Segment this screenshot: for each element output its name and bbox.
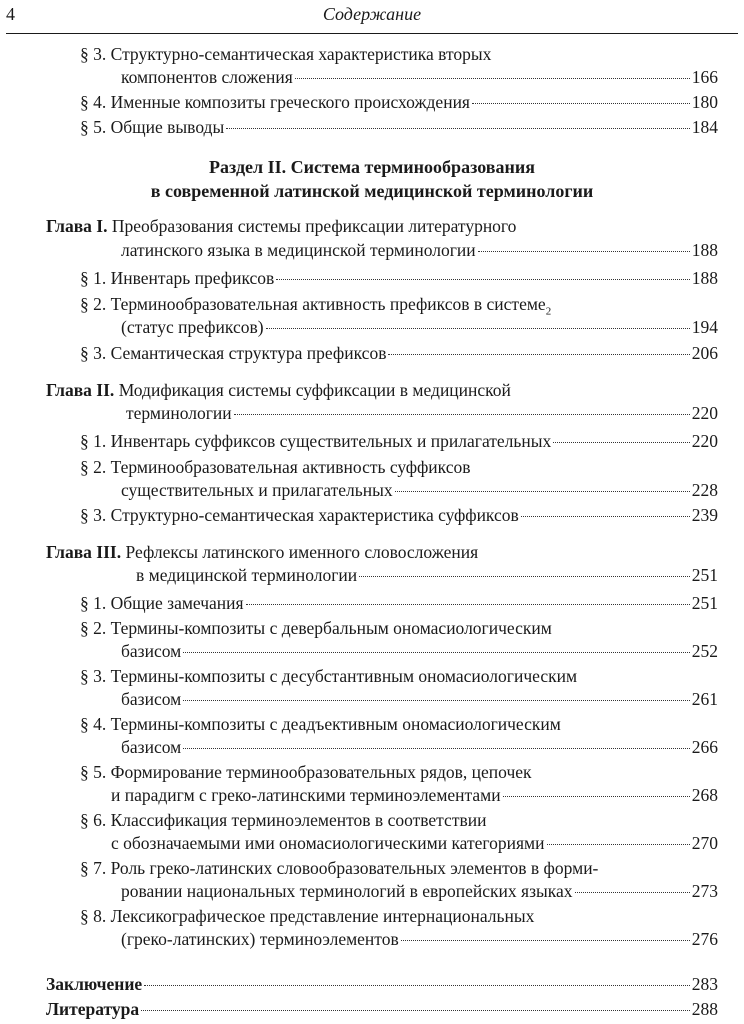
chapter-title-cont: латинского языка в медицинской терминологии <box>121 240 476 260</box>
page-number: 4 <box>6 4 15 24</box>
toc-entry[interactable] <box>0 429 744 453</box>
entry-prefix: § 2. <box>80 457 107 477</box>
entry-title-cont: компонентов сложения <box>121 67 293 87</box>
entry-title: Структурно-семантическая характеристика вторых <box>110 44 492 64</box>
chapter-label: Глава I. <box>46 216 108 236</box>
toc-entry-cont[interactable] <box>0 639 744 663</box>
entry-title: Термины-композиты с девербальным ономасиологическим <box>110 618 552 638</box>
running-header <box>0 0 744 32</box>
entry-title: Инвентарь суффиксов существительных и прилагательных <box>110 431 552 451</box>
entry-page: 206 <box>691 343 718 363</box>
entry-title: Заключение <box>46 974 143 994</box>
toc-entry[interactable] <box>0 904 744 928</box>
dot-leader <box>388 353 689 355</box>
subscript: 2 <box>545 305 552 318</box>
entry-page: 180 <box>691 92 718 112</box>
toc-entry-cont[interactable] <box>0 65 744 89</box>
entry-prefix: § 5. <box>80 117 107 137</box>
entry-page: 220 <box>691 403 718 423</box>
dot-leader <box>395 490 690 492</box>
entry-title: Общие замечания <box>110 593 244 613</box>
entry-page: 188 <box>691 240 718 260</box>
entry-prefix: § 2. <box>80 618 107 638</box>
header-rule <box>6 33 738 34</box>
entry-page: 251 <box>691 593 718 613</box>
dot-leader <box>234 413 690 415</box>
section-heading-line2: в современной латинской медицинской терминологии <box>150 181 594 201</box>
toc-entry[interactable] <box>0 856 744 880</box>
dot-leader <box>266 327 690 329</box>
entry-title-cont: с обозначаемыми ими ономасиологическими категориями <box>111 833 545 853</box>
chapter-title: Рефлексы латинского именного словосложения <box>125 542 479 562</box>
chapter-heading[interactable] <box>0 378 744 402</box>
section-heading: Раздел II. Система терминообразования <box>209 157 535 177</box>
entry-title: Семантическая структура префиксов <box>110 343 387 363</box>
entry-prefix: § 7. <box>80 858 107 878</box>
toc-entry[interactable] <box>0 664 744 688</box>
entry-title-cont: базисом <box>121 641 182 661</box>
entry-page: 228 <box>691 480 718 500</box>
toc-entry[interactable] <box>0 115 744 139</box>
entry-title: Роль греко-латинских словообразовательных элементов в форми- <box>110 858 599 878</box>
toc-entry[interactable] <box>0 808 744 832</box>
toc-entry-cont[interactable] <box>0 831 744 855</box>
toc-entry[interactable] <box>0 90 744 114</box>
chapter-label: Глава III. <box>46 542 122 562</box>
entry-page: 270 <box>691 833 718 853</box>
dot-leader <box>575 891 690 893</box>
entry-page: 288 <box>691 999 718 1019</box>
dot-leader <box>401 939 690 941</box>
entry-prefix: § 5. <box>80 762 107 782</box>
entry-prefix: § 6. <box>80 810 107 830</box>
toc-entry[interactable] <box>0 266 744 290</box>
toc-entry-cont[interactable] <box>0 315 744 339</box>
entry-prefix: § 8. <box>80 906 107 926</box>
entry-page: 166 <box>691 67 718 87</box>
dot-leader <box>246 603 690 605</box>
entry-page: 273 <box>691 881 718 901</box>
toc-entry[interactable] <box>0 616 744 640</box>
entry-prefix: § 4. <box>80 92 107 112</box>
toc-entry-cont[interactable] <box>0 927 744 951</box>
entry-page: 184 <box>691 117 718 137</box>
entry-page: 266 <box>691 737 718 757</box>
dot-leader <box>359 575 690 577</box>
entry-title: Лексикографическое представление интернациональных <box>110 906 535 926</box>
chapter-title: Модификация системы суффиксации в медицинской <box>118 380 511 400</box>
toc-entry-cont[interactable] <box>0 879 744 903</box>
dot-leader <box>295 77 690 79</box>
entry-title: Структурно-семантическая характеристика суффиксов <box>110 505 519 525</box>
chapter-heading[interactable] <box>0 540 744 564</box>
entry-page: 283 <box>691 974 718 994</box>
entry-prefix: § 3. <box>80 505 107 525</box>
entry-page: 268 <box>691 785 718 805</box>
entry-prefix: § 1. <box>80 593 107 613</box>
entry-title: Общие выводы <box>110 117 225 137</box>
entry-title: Формирование терминообразовательных рядов, цепочек <box>110 762 532 782</box>
entry-title-cont: и парадигм с греко-латинскими терминоэлементами <box>111 785 501 805</box>
toc-entry-cont[interactable] <box>0 735 744 759</box>
toc-entry-cont[interactable] <box>0 687 744 711</box>
dot-leader <box>478 250 690 252</box>
toc-entry[interactable] <box>0 503 744 527</box>
entry-title: Инвентарь префиксов <box>110 268 275 288</box>
entry-title-cont: (греко-латинских) терминоэлементов <box>121 929 399 949</box>
chapter-heading-cont[interactable] <box>0 563 744 587</box>
dot-leader <box>472 102 690 104</box>
entry-title: Термины-композиты с деадъективным ономасиологическим <box>110 714 561 734</box>
toc-entry[interactable] <box>0 42 744 66</box>
entry-prefix: § 1. <box>80 268 107 288</box>
chapter-heading[interactable] <box>0 214 744 238</box>
entry-page: 188 <box>691 268 718 288</box>
entry-title: Именные композиты греческого происхождения <box>110 92 470 112</box>
dot-leader <box>503 795 690 797</box>
entry-page: 251 <box>691 565 718 585</box>
entry-page: 276 <box>691 929 718 949</box>
entry-prefix: § 2. <box>80 294 107 314</box>
entry-title: Терминообразовательная активность префиксов в системе <box>110 294 546 314</box>
dot-leader <box>183 651 690 653</box>
entry-page: 261 <box>691 689 718 709</box>
toc-entry[interactable] <box>0 712 744 736</box>
entry-prefix: § 3. <box>80 666 107 686</box>
toc-entry-literature[interactable] <box>0 997 744 1021</box>
dot-leader <box>553 441 689 443</box>
entry-title-cont: ровании национальных терминологий в европейских языках <box>121 881 573 901</box>
toc-entry[interactable] <box>0 292 744 316</box>
dot-leader <box>183 747 690 749</box>
dot-leader <box>276 278 689 280</box>
chapter-heading-cont[interactable] <box>0 401 744 425</box>
dot-leader <box>183 699 690 701</box>
dot-leader <box>141 1009 690 1011</box>
entry-title: Термины-композиты с десубстантивным ономасиологическим <box>110 666 578 686</box>
dot-leader <box>521 515 690 517</box>
entry-prefix: § 1. <box>80 431 107 451</box>
dot-leader <box>226 127 690 129</box>
entry-title: Терминообразовательная активность суффиксов <box>110 457 471 477</box>
entry-page: 239 <box>691 505 718 525</box>
entry-title-cont: (статус префиксов) <box>121 317 264 337</box>
entry-page: 194 <box>691 317 718 337</box>
toc-entry[interactable] <box>0 341 744 365</box>
entry-title-cont: базисом <box>121 737 182 757</box>
running-title: Содержание <box>322 4 422 24</box>
entry-prefix: § 3. <box>80 343 107 363</box>
entry-page: 220 <box>691 431 718 451</box>
chapter-label: Глава II. <box>46 380 115 400</box>
entry-prefix: § 4. <box>80 714 107 734</box>
chapter-title-cont: в медицинской терминологии <box>136 565 358 585</box>
chapter-heading-cont[interactable] <box>0 238 744 262</box>
dot-leader <box>144 984 690 986</box>
entry-page: 252 <box>691 641 718 661</box>
toc-entry[interactable] <box>0 591 744 615</box>
toc-entry-conclusion[interactable] <box>0 972 744 996</box>
dot-leader <box>547 843 690 845</box>
toc-entry-cont[interactable] <box>0 783 744 807</box>
chapter-title: Преобразования системы префиксации литературного <box>111 216 517 236</box>
entry-title-cont: существительных и прилагательных <box>121 480 393 500</box>
toc-entry-cont[interactable] <box>0 478 744 502</box>
entry-title: Литература <box>46 999 140 1019</box>
entry-title: Классификация терминоэлементов в соответствии <box>110 810 487 830</box>
chapter-title-cont: терминологии <box>126 403 232 423</box>
entry-title-cont: базисом <box>121 689 182 709</box>
toc-entry[interactable] <box>0 760 744 784</box>
entry-prefix: § 3. <box>80 44 107 64</box>
toc-entry[interactable] <box>0 455 744 479</box>
